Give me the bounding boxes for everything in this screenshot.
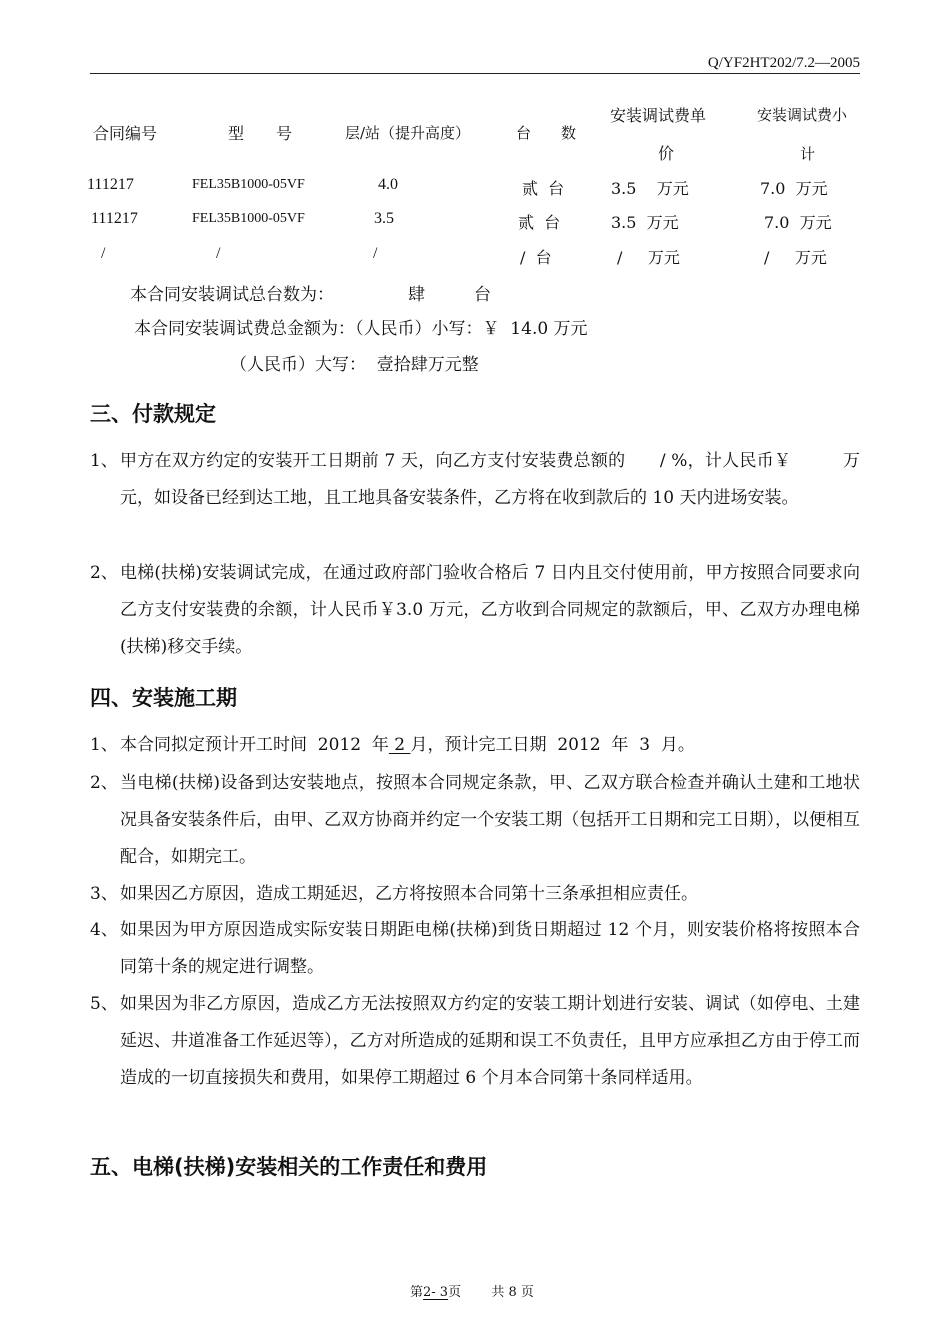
cell-qty: 贰 台 bbox=[518, 213, 561, 232]
list-item bbox=[90, 876, 860, 913]
page-current: 2- 3 bbox=[423, 1285, 449, 1300]
page-suffix: 页 bbox=[448, 1285, 462, 1300]
cell-qty: 贰 台 bbox=[522, 179, 565, 198]
cell-qty: / 台 bbox=[520, 248, 552, 267]
cell-subtotal: 7.0 万元 bbox=[760, 179, 828, 198]
col-header-contract-no: 合同编号 bbox=[93, 124, 158, 143]
total-units-value: 肆 bbox=[408, 285, 425, 305]
page-footer bbox=[410, 1281, 534, 1300]
list-item bbox=[90, 727, 860, 764]
col-header-unit-price bbox=[610, 103, 706, 126]
cell-contract-no: / bbox=[101, 245, 106, 262]
section-title-payment: 三、付款规定 bbox=[90, 402, 216, 426]
list-item-text: 如果因为甲方原因造成实际安装日期距电梯(扶梯)到货日期超过 12 个月，则安装价格将按照本合同第十条的规定进行调整。 bbox=[120, 920, 860, 977]
list-item bbox=[90, 986, 860, 1097]
list-item-text: 甲方在双方约定的安装开工日期前 7 天，向乙方支付安装费总额的 / %，计人民币￥ 万元，如设备已经到达工地，且工地具备安装条件，乙方将在收到款后的 10 天内进场安装。 bbox=[120, 451, 860, 508]
cell-subtotal: 7.0 万元 bbox=[764, 213, 832, 232]
list-item-number: 4、 bbox=[90, 920, 118, 940]
col-header-subtotal-line1: 安装调试费小 bbox=[757, 106, 848, 124]
list-item-text: 当电梯(扶梯)设备到达安装地点，按照本合同规定条款，甲、乙双方联合检查并确认土建和工地状况具备安装条件后，由甲、乙双方协商并约定一个安装工期（包括开工日期和完工日期），以便相互配合，如期完工。 bbox=[120, 773, 860, 867]
list-item-text bbox=[120, 727, 860, 764]
col-header-subtotal-line2: 计 bbox=[800, 145, 816, 163]
col-header-model: 型 号 bbox=[228, 124, 293, 143]
cell-model: FEL35B1000-05VF bbox=[192, 211, 305, 226]
col-header-unit-price-line1: 安装调试费单 bbox=[610, 106, 707, 125]
cell-unit-price: / 万元 bbox=[617, 248, 680, 267]
list-item bbox=[90, 555, 860, 666]
total-amount-line: 本合同安装调试费总金额为：（人民币）小写：￥ 14.0 万元 bbox=[134, 319, 588, 339]
cell-model: / bbox=[216, 245, 221, 262]
list-item-number: 1、 bbox=[90, 735, 118, 755]
cell-unit-price: 3.5 万元 bbox=[611, 213, 679, 232]
document-code: Q/YF2HT202/7.2—2005 bbox=[707, 55, 860, 71]
total-units-unit: 台 bbox=[474, 285, 491, 305]
col-header-qty: 台 数 bbox=[516, 124, 577, 142]
header-rule bbox=[90, 73, 860, 74]
list-item-text: 如果因为非乙方原因，造成乙方无法按照双方约定的安装工期计划进行安装、调试（如停电、土建延迟、井道准备工作延迟等），乙方对所造成的延期和误工不负责任，且甲方应承担乙方由于停工而造成的一切直接损失和费用，如果停工期超过 6 个月本合同第十条同样适用。 bbox=[120, 994, 860, 1088]
list-item-number: 3、 bbox=[90, 884, 118, 904]
list-item bbox=[90, 912, 860, 986]
list-item bbox=[90, 443, 860, 517]
section-title-responsibilities: 五、电梯(扶梯)安装相关的工作责任和费用 bbox=[90, 1155, 488, 1179]
cell-floors: 4.0 bbox=[378, 176, 398, 193]
col-header-subtotal bbox=[757, 104, 847, 125]
col-header-unit-price-line2: 价 bbox=[658, 144, 675, 163]
list-item-text: 如果因乙方原因，造成工期延迟，乙方将按照本合同第十三条承担相应责任。 bbox=[120, 884, 698, 904]
list-item-number: 5、 bbox=[90, 994, 118, 1014]
total-units-label: 本合同安装调试总台数为： bbox=[130, 285, 334, 305]
list-item-number: 1、 bbox=[90, 451, 118, 471]
cell-floors: 3.5 bbox=[374, 210, 394, 227]
cell-contract-no: 111217 bbox=[91, 210, 138, 227]
start-date-text: 本合同拟定预计开工时间 2012 年 bbox=[120, 735, 389, 755]
section-title-schedule: 四、安装施工期 bbox=[90, 686, 237, 710]
cell-floors: / bbox=[373, 245, 378, 262]
total-amount-caps: （人民币）大写： 壹拾肆万元整 bbox=[230, 355, 479, 375]
list-item-number: 2、 bbox=[90, 563, 118, 583]
cell-model: FEL35B1000-05VF bbox=[192, 177, 305, 192]
col-header-floors: 层/站（提升高度） bbox=[345, 124, 471, 142]
list-item-text: 电梯(扶梯)安装调试完成，在通过政府部门验收合格后 7 日内且交付使用前，甲方按照合同要求向乙方支付安装费的余额，计人民币￥3.0 万元，乙方收到合同规定的款额后，甲、乙双方办理电梯(扶梯)移交手续。 bbox=[120, 563, 860, 657]
page-total: 共 8 页 bbox=[491, 1285, 534, 1300]
page-prefix: 第 bbox=[410, 1285, 424, 1300]
list-item bbox=[90, 765, 860, 876]
cell-contract-no: 111217 bbox=[87, 176, 134, 193]
cell-subtotal: / 万元 bbox=[764, 248, 827, 267]
cell-unit-price: 3.5 万元 bbox=[611, 179, 689, 198]
start-month-value: 2 bbox=[388, 735, 411, 755]
end-date-text: 月，预计完工日期 2012 年 3 月。 bbox=[410, 735, 695, 755]
list-item-number: 2、 bbox=[90, 773, 118, 793]
